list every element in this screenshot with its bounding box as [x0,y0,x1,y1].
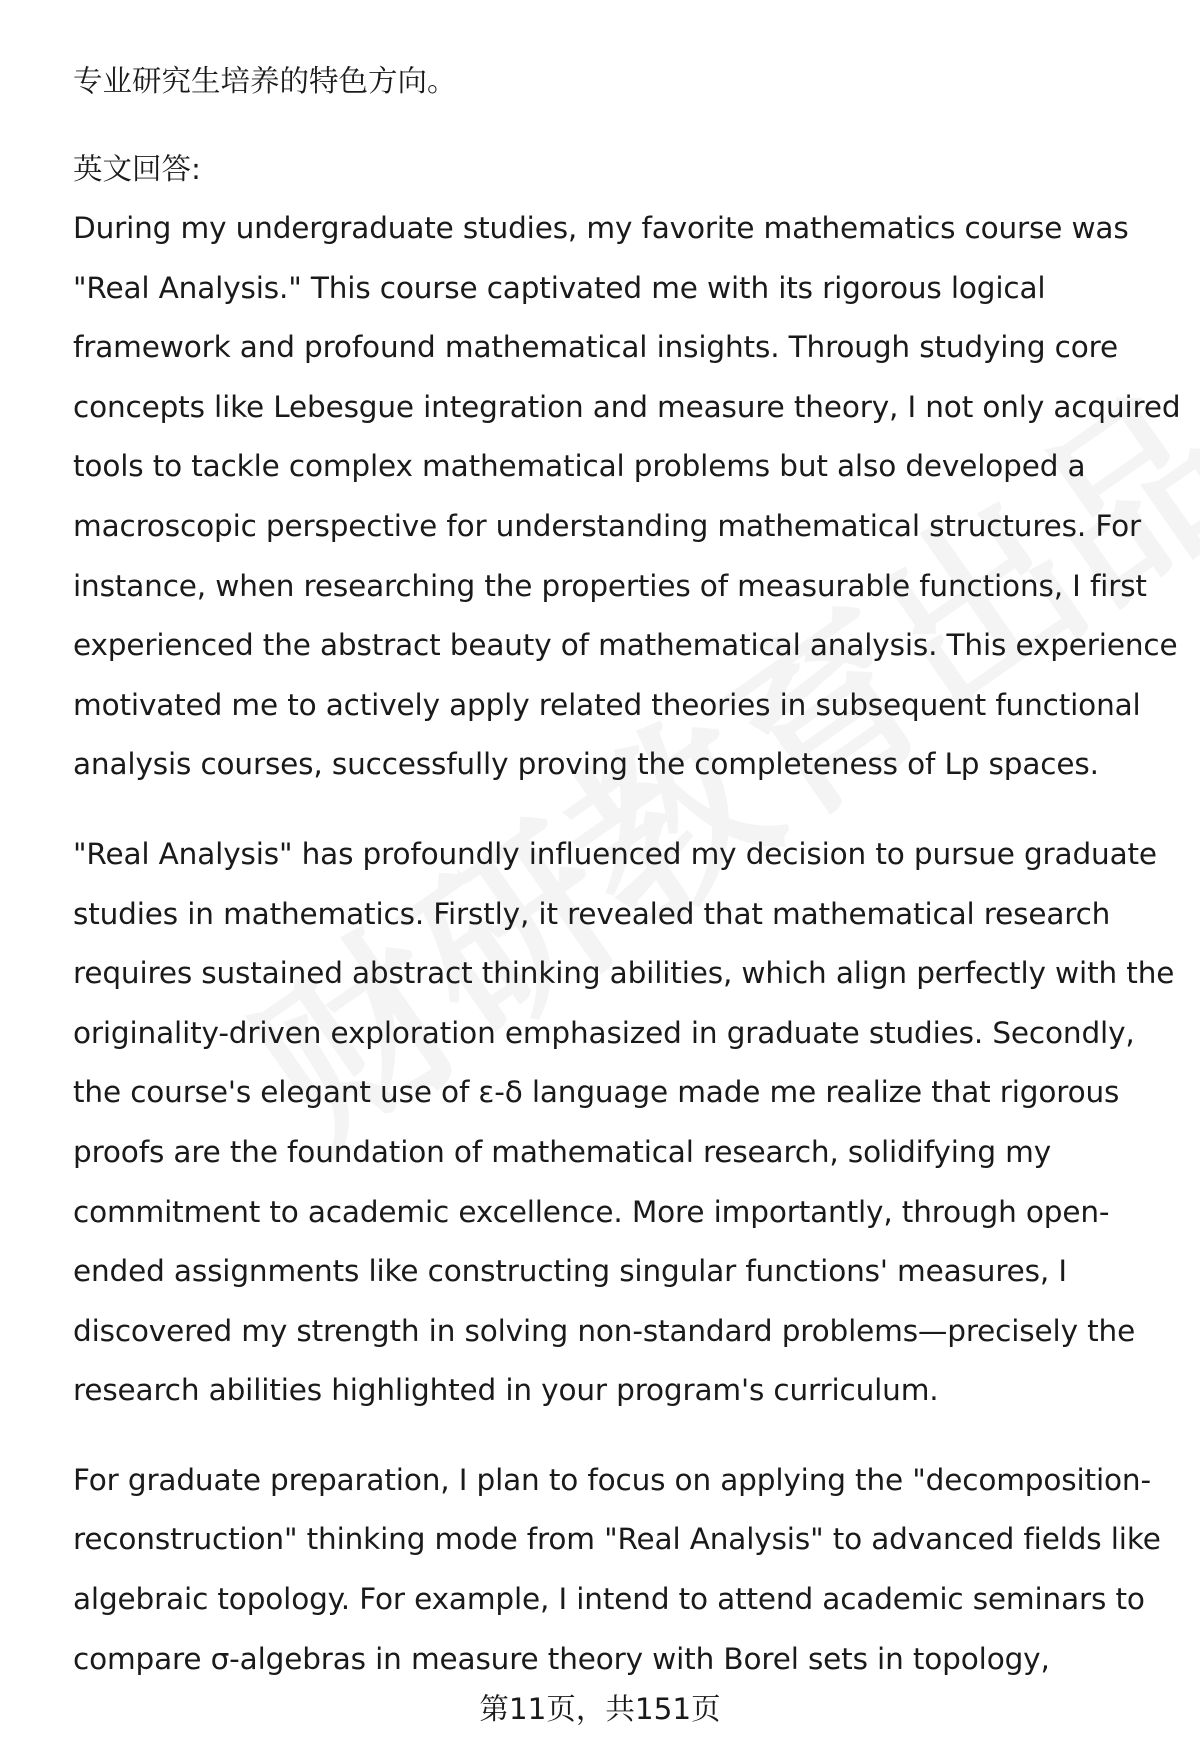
paragraph-line: During my undergraduate studies, my favorite mathematics course was [73,211,1129,245]
paragraph-3 [73,1451,1161,1689]
paragraph-line: "Real Analysis" has profoundly influenced my decision to pursue graduate [73,836,1157,871]
paragraph-line: requires sustained abstract thinking abilities, which align perfectly with the [73,956,1175,991]
paragraph-line: tools to tackle complex mathematical problems but also developed a [73,449,1086,484]
paragraph-line: algebraic topology. For example, I intend to attend academic seminars to [73,1582,1145,1617]
paragraph-line: analysis courses, successfully proving the completeness of Lp spaces. [73,747,1099,782]
paragraph-line: framework and profound mathematical insights. Through studying core [73,330,1118,365]
paragraph-line: compare σ-algebras in measure theory with Borel sets in topology, [73,1641,1050,1676]
paragraph-line: concepts like Lebesgue integration and measure theory, I not only acquired [73,389,1181,424]
answer-heading: 英文回答: [73,152,201,186]
paragraph-line: proofs are the foundation of mathematical research, solidifying my [73,1134,1052,1169]
paragraph-line: commitment to academic excellence. More importantly, through open- [73,1194,1110,1229]
paragraph-line: ended assignments like constructing singular functions' measures, I [73,1254,1067,1289]
paragraph-line: experienced the abstract beauty of mathematical analysis. This experience [73,628,1178,663]
paragraph-line: motivated me to actively apply related theories in subsequent functional [73,687,1141,722]
paragraph-line: the course's elegant use of ε-δ language made me realize that rigorous [73,1075,1120,1110]
paragraph-line: reconstruction" thinking mode from "Real Analysis" to advanced fields like [73,1522,1161,1557]
paragraph-line: research abilities highlighted in your program's curriculum. [73,1373,939,1408]
paragraph-line: macroscopic perspective for understanding mathematical structures. For [73,508,1141,543]
page-number: 第11页，共151页 [479,1692,721,1726]
paragraph-line: originality-driven exploration emphasized in graduate studies. Secondly, [73,1015,1135,1050]
paragraph-1 [73,199,1181,795]
paragraph-line: studies in mathematics. Firstly, it revealed that mathematical research [73,896,1111,931]
intro-tail-line: 专业研究生培养的特色方向。 [73,64,457,98]
paragraph-line: "Real Analysis." This course captivated me with its rigorous logical [73,270,1046,305]
document-body [73,52,1181,1689]
paragraph-line: discovered my strength in solving non-standard problems—precisely the [73,1313,1136,1348]
paragraph-line: instance, when researching the properties of measurable functions, I first [73,568,1147,603]
paragraph-2 [73,825,1175,1421]
paragraph-line: For graduate preparation, I plan to focus on applying the "decomposition- [73,1462,1151,1497]
